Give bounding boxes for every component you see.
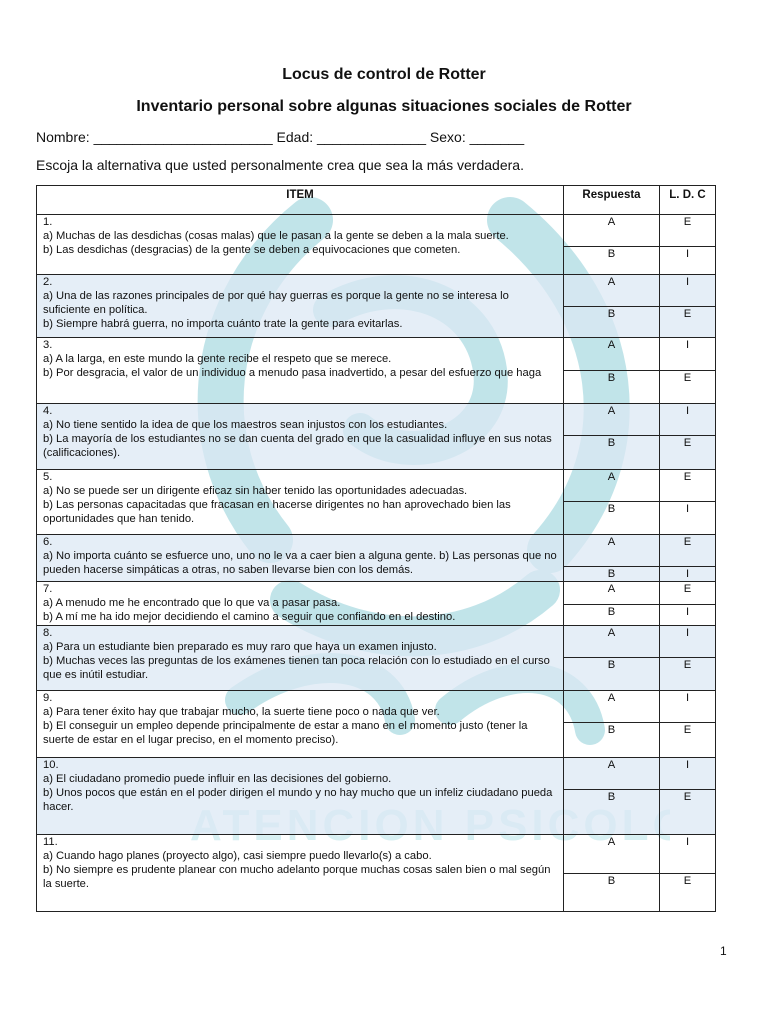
ldc-b: I (660, 605, 716, 626)
respuesta-b: B (564, 371, 660, 404)
respuesta-b: B (564, 436, 660, 470)
item-number: 4. (43, 405, 53, 417)
table-row (37, 404, 716, 436)
item-number: 8. (43, 627, 53, 639)
ldc-a: I (660, 758, 716, 790)
ldc-a: I (660, 275, 716, 307)
ldc-b: E (660, 307, 716, 338)
respuesta-b: B (564, 874, 660, 912)
respuesta-a: A (564, 691, 660, 723)
item-option-b: b) La mayoría de los estudiantes no se dan cuenta del grado en que la casualidad influye en sus notas (calificaciones). (43, 433, 552, 459)
item-cell (37, 470, 564, 535)
table-row (37, 582, 716, 605)
header-respuesta: Respuesta (564, 186, 660, 215)
ldc-b: E (660, 371, 716, 404)
item-option-b: b) A mí me ha ido mejor decidiendo el camino a seguir que confiando en el destino. (43, 611, 456, 623)
item-option-a: a) No tiene sentido la idea de que los maestros sean injustos con los estudiantes. (43, 419, 448, 431)
table-row (37, 338, 716, 371)
item-option-b: b) Muchas veces las preguntas de los exámenes tienen tan poca relación con lo estudiado en el curso que es inútil estudiar. (43, 655, 550, 681)
respuesta-a: A (564, 835, 660, 874)
ldc-b: I (660, 502, 716, 535)
item-cell (37, 758, 564, 835)
table-row (37, 275, 716, 307)
respuesta-a: A (564, 582, 660, 605)
respuesta-a: A (564, 404, 660, 436)
item-option-a: a) A menudo me he encontrado que lo que va a pasar pasa. (43, 597, 341, 609)
item-option-a: a) El ciudadano promedio puede influir en las decisiones del gobierno. (43, 773, 392, 785)
ldc-a: I (660, 404, 716, 436)
item-number: 6. (43, 536, 53, 548)
item-number: 3. (43, 339, 53, 351)
form-fields-line: Nombre: _______________________ Edad: ______________ Sexo: _______ (36, 129, 525, 145)
item-cell (37, 691, 564, 758)
ldc-a: I (660, 338, 716, 371)
ldc-a: I (660, 626, 716, 658)
table-row (37, 470, 716, 502)
respuesta-a: A (564, 215, 660, 247)
ldc-b: E (660, 436, 716, 470)
respuesta-a: A (564, 275, 660, 307)
item-option-b: b) Las desdichas (desgracias) de la gente se deben a equivocaciones que cometen. (43, 244, 461, 256)
ldc-a: I (660, 691, 716, 723)
respuesta-b: B (564, 723, 660, 758)
item-cell (37, 535, 564, 582)
item-option-a: a) No se puede ser un dirigente eficaz sin haber tenido las oportunidades adecuadas. (43, 485, 468, 497)
respuesta-b: B (564, 502, 660, 535)
item-cell (37, 835, 564, 912)
item-number: 10. (43, 759, 59, 771)
respuesta-a: A (564, 338, 660, 371)
item-number: 7. (43, 583, 53, 595)
item-option-b: b) Siempre habrá guerra, no importa cuánto trate la gente para evitarlas. (43, 318, 403, 330)
item-number: 5. (43, 471, 53, 483)
respuesta-a: A (564, 758, 660, 790)
item-option-a: a) A la larga, en este mundo la gente recibe el respeto que se merece. (43, 353, 392, 365)
item-cell (37, 275, 564, 338)
respuesta-a: A (564, 626, 660, 658)
item-number: 9. (43, 692, 53, 704)
item-option-b: b) Por desgracia, el valor de un individuo a menudo pasa inadvertido, a pesar del esfuerzo que haga (43, 367, 542, 379)
table-row (37, 691, 716, 723)
item-number: 11. (43, 836, 58, 848)
item-number: 2. (43, 276, 53, 288)
ldc-a: E (660, 470, 716, 502)
respuesta-a: A (564, 535, 660, 567)
ldc-b: E (660, 658, 716, 691)
ldc-b: E (660, 874, 716, 912)
item-option-a: a) No importa cuánto se esfuerce uno, uno no le va a caer bien a alguna gente. b) Las personas que no pueden hacerse simpáticas a otras, no saben llevarse bien con los demás. (43, 550, 557, 576)
item-option-a: a) Cuando hago planes (proyecto algo), casi siempre puedo llevarlo(s) a cabo. (43, 850, 432, 862)
item-option-b: b) Unos pocos que están en el poder dirigen el mundo y no hay mucho que un infeliz ciudadano pueda hacer. (43, 787, 553, 813)
respuesta-b: B (564, 567, 660, 582)
respuesta-b: B (564, 307, 660, 338)
table-row (37, 835, 716, 874)
table-row (37, 626, 716, 658)
respuesta-a: A (564, 470, 660, 502)
header-item: ITEM (37, 186, 564, 215)
respuesta-b: B (564, 790, 660, 835)
item-cell (37, 215, 564, 275)
ldc-b: I (660, 567, 716, 582)
ldc-a: E (660, 582, 716, 605)
ldc-b: E (660, 790, 716, 835)
item-option-b: b) Las personas capacitadas que fracasan en hacerse dirigentes no han aprovechado bien las oportunidades que han tenido. (43, 499, 511, 525)
table-row (37, 535, 716, 567)
header-ldc: L. D. C (660, 186, 716, 215)
page-title: Locus de control de Rotter (282, 66, 486, 83)
table-header-row (37, 186, 716, 215)
ldc-a: E (660, 215, 716, 247)
survey-table (36, 185, 716, 912)
item-cell (37, 626, 564, 691)
ldc-a: E (660, 535, 716, 567)
ldc-b: E (660, 723, 716, 758)
item-option-a: a) Para tener éxito hay que trabajar mucho, la suerte tiene poco o nada que ver. (43, 706, 440, 718)
item-option-a: a) Una de las razones principales de por qué hay guerras es porque la gente no se interesa lo suficiente en política. (43, 290, 509, 316)
item-option-b: b) No siempre es prudente planear con mucho adelanto porque muchas cosas salen bien o mal según la suerte. (43, 864, 551, 890)
respuesta-b: B (564, 605, 660, 626)
item-cell (37, 404, 564, 470)
ldc-a: I (660, 835, 716, 874)
item-option-a: a) Para un estudiante bien preparado es muy raro que haya un examen injusto. (43, 641, 437, 653)
page-subtitle: Inventario personal sobre algunas situaciones sociales de Rotter (136, 98, 632, 115)
respuesta-b: B (564, 247, 660, 275)
item-option-a: a) Muchas de las desdichas (cosas malas) que le pasan a la gente se deben a la mala suerte. (43, 230, 509, 242)
table-row (37, 215, 716, 247)
respuesta-b: B (564, 658, 660, 691)
item-number: 1. (43, 216, 53, 228)
item-option-b: b) El conseguir un empleo depende principalmente de estar a mano en el momento justo (tener la suerte de estar en el lugar preciso, en el momento preciso). (43, 720, 528, 746)
ldc-b: I (660, 247, 716, 275)
item-cell (37, 338, 564, 404)
instructions-text: Escoja la alternativa que usted personalmente crea que sea la más verdadera. (36, 157, 524, 173)
table-row (37, 758, 716, 790)
item-cell (37, 582, 564, 626)
page-number: 1 (720, 944, 727, 958)
